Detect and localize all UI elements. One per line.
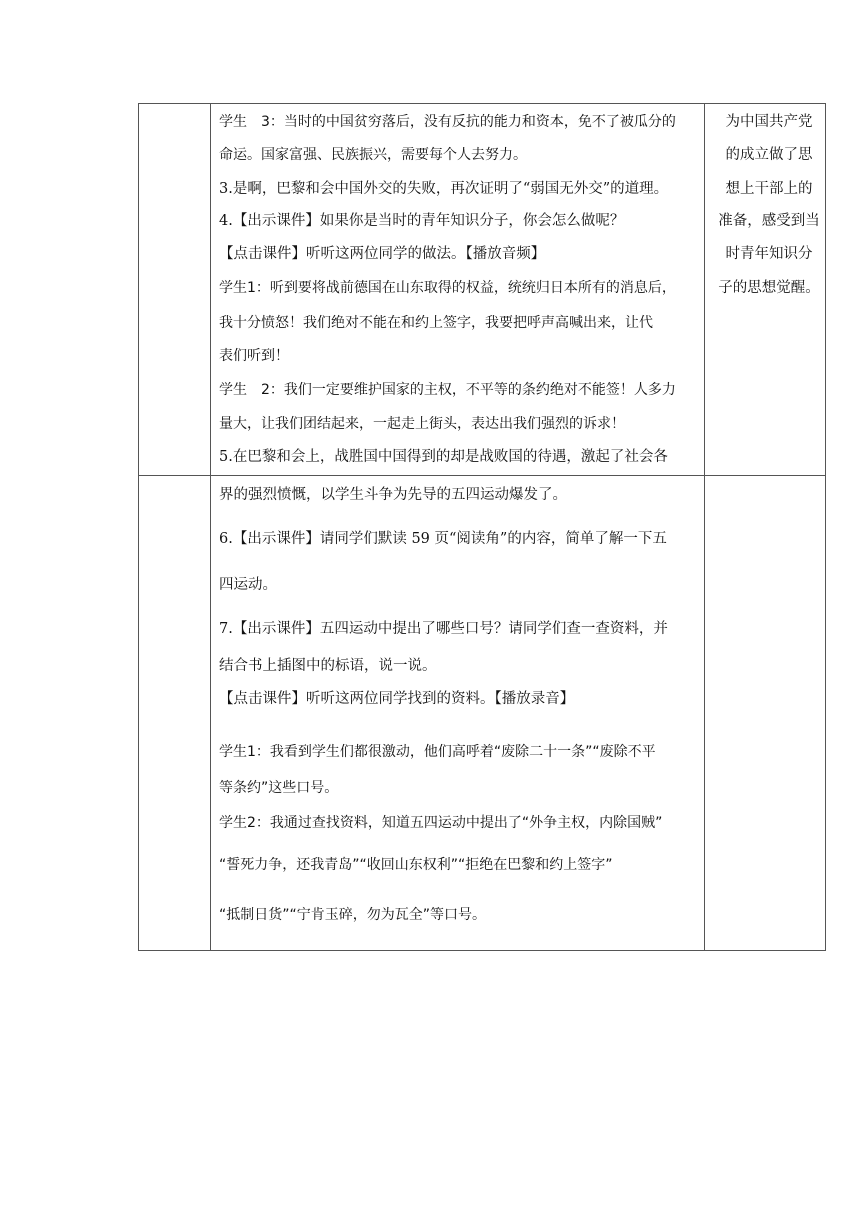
side-note-line: 时青年知识分: [725, 246, 813, 262]
text-line: 【点击课件】听听这两位同学找到的资料。【播放录音】: [219, 691, 575, 707]
text-line: 学生1：听到要将战前德国在山东取得的权益，统统归日本所有的消息后，: [219, 280, 676, 296]
text-line: 量大，让我们团结起来，一起走上街头，表达出我们强烈的诉求！: [219, 416, 625, 432]
text-line: 表们听到！: [219, 348, 289, 364]
text-line: 界的强烈愤慨，以学生斗争为先导的五四运动爆发了。: [219, 487, 567, 503]
text-line: 我十分愤怒！我们绝对不能在和约上签字，我要把呼声高喊出来，让代: [219, 315, 653, 331]
column-divider: [704, 104, 705, 475]
side-note-line: 为中国共产党: [725, 114, 813, 130]
text-line: 结合书上插图中的标语，说一说。: [219, 658, 437, 674]
text-line: 学生2：我通过查找资料，知道五四运动中提出了“外争主权，内除国贼”: [219, 815, 663, 831]
side-note-line: 准备，感受到当: [718, 213, 820, 229]
side-note-line: 的成立做了思: [725, 147, 813, 163]
text-line: 5.在巴黎和会上，战胜国中国得到的却是战败国的待遇，激起了社会各: [219, 449, 668, 465]
text-line: 学生1：我看到学生们都很激动，他们高呼着“废除二十一条”“废除不平: [219, 744, 656, 760]
text-line: 7.【出示课件】五四运动中提出了哪些口号？请同学们查一查资料，并: [219, 621, 668, 637]
text-line: 学生 2：我们一定要维护国家的主权，不平等的条约绝对不能签！人多力: [219, 382, 676, 398]
text-line: 命运。国家富强、民族振兴，需要每个人去努力。: [219, 147, 527, 163]
side-note-line: 子的思想觉醒。: [718, 280, 820, 296]
table-row: [138, 103, 826, 475]
column-divider: [210, 476, 211, 950]
column-divider: [704, 476, 705, 950]
text-line: 学生 3：当时的中国贫穷落后，没有反抗的能力和资本，免不了被瓜分的: [219, 114, 676, 130]
text-line: 4.【出示课件】如果你是当时的青年知识分子，你会怎么做呢？: [219, 213, 625, 229]
text-line: 3.是啊，巴黎和会中国外交的失败，再次证明了“弱国无外交”的道理。: [219, 181, 669, 197]
column-divider: [210, 104, 211, 475]
text-line: 【点击课件】听听这两位同学的做法。【播放音频】: [219, 246, 546, 262]
side-note-line: 想上干部上的: [725, 181, 813, 197]
table-row: [138, 475, 826, 951]
text-line: 6.【出示课件】请同学们默读 59 页“阅读角”的内容，简单了解一下五: [219, 531, 667, 547]
text-line: “誓死力争，还我青岛”“收回山东权利”“拒绝在巴黎和约上签字”: [219, 857, 613, 873]
text-line: 等条约”这些口号。: [219, 780, 339, 796]
text-line: “抵制日货”“宁肯玉碎，勿为瓦全”等口号。: [219, 907, 487, 923]
text-line: 四运动。: [219, 577, 277, 593]
